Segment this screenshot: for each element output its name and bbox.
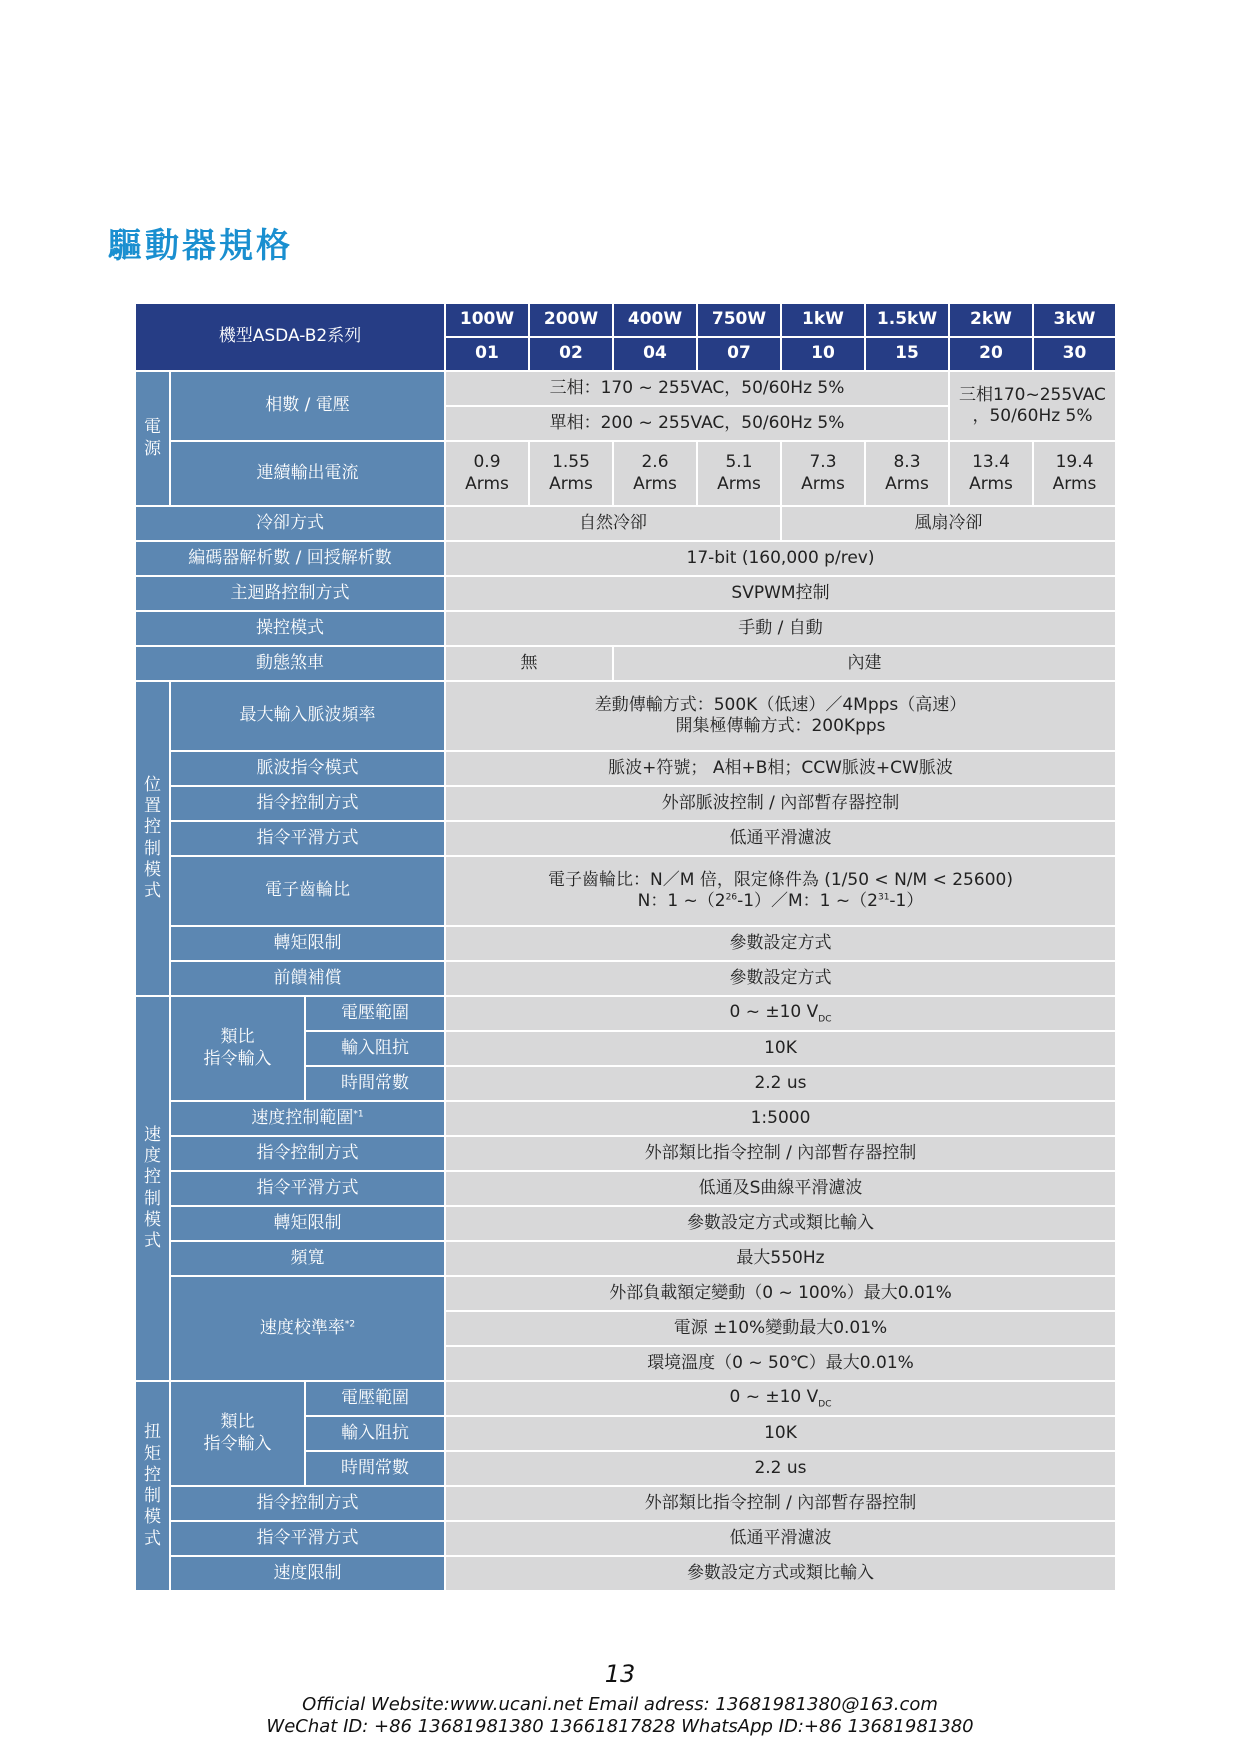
analog-label-line: 指令輸入 bbox=[203, 1433, 272, 1454]
code-header: 01 bbox=[445, 337, 529, 371]
category-power bbox=[135, 371, 170, 506]
voltage-subscript: DC bbox=[818, 1014, 832, 1025]
brake-label: 動態煞車 bbox=[135, 646, 445, 681]
gear-ratio-label: 電子齒輪比 bbox=[170, 856, 445, 926]
three-phase-large-line: 三相170~255VAC bbox=[959, 384, 1106, 405]
main-loop-label: 主迴路控制方式 bbox=[135, 576, 445, 611]
current-unit: Arms bbox=[717, 473, 761, 494]
current-unit: Arms bbox=[969, 473, 1013, 494]
footnote-mark: *2 bbox=[344, 1319, 356, 1330]
power-header: 1.5kW bbox=[865, 303, 949, 337]
speed-range-label bbox=[170, 1101, 445, 1136]
current-unit: Arms bbox=[633, 473, 677, 494]
power-header: 100W bbox=[445, 303, 529, 337]
voltage-text: 0 ~ ±10 V bbox=[729, 1001, 819, 1022]
current-value: 5.1 bbox=[725, 452, 753, 473]
pulse-mode-label: 脈波指令模式 bbox=[170, 751, 445, 786]
current-unit: Arms bbox=[1052, 473, 1097, 494]
current-unit: Arms bbox=[465, 473, 509, 494]
bandwidth-label: 頻寬 bbox=[170, 1241, 445, 1276]
feedforward-value: 參數設定方式 bbox=[445, 961, 1116, 996]
range-label-text: 速度控制範圍 bbox=[251, 1107, 354, 1128]
gear-ratio-line: 電子齒輪比：N／M 倍，限定條件為 (1/50 < N/M < 25600) bbox=[548, 869, 1013, 890]
current-value: 7.3 bbox=[809, 452, 837, 473]
page-title: 驅動器規格 bbox=[108, 226, 293, 266]
torque-voltage-label: 電壓範圍 bbox=[305, 1381, 445, 1416]
pos-cmd-ctrl-value: 外部脈波控制 / 內部暫存器控制 bbox=[445, 786, 1116, 821]
current-cell bbox=[613, 441, 697, 506]
accuracy-value: 環境溫度（0 ~ 50℃）最大0.01% bbox=[445, 1346, 1116, 1381]
power-header: 3kW bbox=[1033, 303, 1116, 337]
spec-table bbox=[134, 302, 1117, 1592]
output-current-label: 連續輸出電流 bbox=[170, 441, 445, 506]
cooling-natural: 自然冷卻 bbox=[445, 506, 781, 541]
speed-impedance-value: 10K bbox=[445, 1031, 1116, 1066]
pos-torque-limit-value: 參數設定方式 bbox=[445, 926, 1116, 961]
gear-text: -1）／M：1 ~（2 bbox=[737, 891, 878, 911]
power-header: 400W bbox=[613, 303, 697, 337]
current-value: 1.55 bbox=[552, 452, 590, 473]
bandwidth-value: 最大550Hz bbox=[445, 1241, 1116, 1276]
speed-time-const-label: 時間常數 bbox=[305, 1066, 445, 1101]
current-value: 13.4 bbox=[972, 452, 1010, 473]
torque-analog-label bbox=[170, 1381, 305, 1486]
category-label: 電源 bbox=[144, 417, 161, 459]
speed-cmd-ctrl-label: 指令控制方式 bbox=[170, 1136, 445, 1171]
gear-exponent: 31 bbox=[877, 892, 890, 903]
gear-exponent: 26 bbox=[725, 892, 738, 903]
current-cell bbox=[445, 441, 529, 506]
analog-label-line: 類比 bbox=[220, 1027, 255, 1048]
torque-time-const-value: 2.2 us bbox=[445, 1451, 1116, 1486]
current-cell bbox=[865, 441, 949, 506]
code-header: 04 bbox=[613, 337, 697, 371]
current-unit: Arms bbox=[885, 473, 929, 494]
brake-none: 無 bbox=[445, 646, 613, 681]
speed-cmd-smooth-value: 低通及S曲線平滑濾波 bbox=[445, 1171, 1116, 1206]
category-label: 位置控制模式 bbox=[144, 774, 161, 901]
power-header: 2kW bbox=[949, 303, 1033, 337]
single-phase-value: 單相：200 ~ 255VAC，50/60Hz 5% bbox=[445, 406, 949, 441]
three-phase-value: 三相：170 ~ 255VAC，50/60Hz 5% bbox=[445, 371, 949, 406]
power-header: 1kW bbox=[781, 303, 865, 337]
three-phase-large-line: ，50/60Hz 5% bbox=[972, 406, 1093, 426]
current-cell bbox=[949, 441, 1033, 506]
model-header: 機型ASDA-B2系列 bbox=[135, 303, 445, 371]
analog-label-line: 類比 bbox=[220, 1412, 255, 1433]
analog-label-line: 指令輸入 bbox=[203, 1048, 272, 1069]
category-position bbox=[135, 681, 170, 996]
voltage-text: 0 ~ ±10 V bbox=[729, 1386, 819, 1407]
max-freq-value bbox=[445, 681, 1116, 751]
speed-cmd-ctrl-value: 外部類比指令控制 / 內部暫存器控制 bbox=[445, 1136, 1116, 1171]
current-cell bbox=[1033, 441, 1116, 506]
cooling-label: 冷卻方式 bbox=[135, 506, 445, 541]
speed-torque-limit-value: 參數設定方式或類比輸入 bbox=[445, 1206, 1116, 1241]
accuracy-label-text: 速度校準率 bbox=[259, 1317, 345, 1338]
torque-impedance-value: 10K bbox=[445, 1416, 1116, 1451]
code-header: 20 bbox=[949, 337, 1033, 371]
pos-cmd-smooth-value: 低通平滑濾波 bbox=[445, 821, 1116, 856]
pulse-mode-value: 脈波+符號； A相+B相；CCW脈波+CW脈波 bbox=[445, 751, 1116, 786]
current-value: 8.3 bbox=[893, 452, 921, 473]
current-value: 0.9 bbox=[473, 452, 501, 473]
voltage-subscript: DC bbox=[818, 1399, 832, 1410]
torque-cmd-smooth-value: 低通平滑濾波 bbox=[445, 1521, 1116, 1556]
encoder-label: 編碼器解析數 / 回授解析數 bbox=[135, 541, 445, 576]
max-freq-label: 最大輸入脈波頻率 bbox=[170, 681, 445, 751]
max-freq-line: 差動傳輸方式：500K（低速）／4Mpps（高速） bbox=[594, 694, 967, 715]
speed-analog-label bbox=[170, 996, 305, 1101]
pos-cmd-ctrl-label: 指令控制方式 bbox=[170, 786, 445, 821]
speed-impedance-label: 輸入阻抗 bbox=[305, 1031, 445, 1066]
pos-torque-limit-label: 轉矩限制 bbox=[170, 926, 445, 961]
footer-contact-line: Official Website:www.ucani.net Email adress: 13681981380@163.com bbox=[302, 1694, 938, 1715]
phase-voltage-label: 相數 / 電壓 bbox=[170, 371, 445, 441]
torque-time-const-label: 時間常數 bbox=[305, 1451, 445, 1486]
operation-label: 操控模式 bbox=[135, 611, 445, 646]
code-header: 30 bbox=[1033, 337, 1116, 371]
encoder-value: 17-bit (160,000 p/rev) bbox=[445, 541, 1116, 576]
gear-text: -1） bbox=[889, 891, 924, 911]
power-header: 200W bbox=[529, 303, 613, 337]
category-torque bbox=[135, 1381, 170, 1591]
torque-impedance-label: 輸入阻抗 bbox=[305, 1416, 445, 1451]
torque-cmd-ctrl-value: 外部類比指令控制 / 內部暫存器控制 bbox=[445, 1486, 1116, 1521]
speed-limit-value: 參數設定方式或類比輸入 bbox=[445, 1556, 1116, 1591]
code-header: 10 bbox=[781, 337, 865, 371]
speed-range-value: 1:5000 bbox=[445, 1101, 1116, 1136]
current-cell bbox=[781, 441, 865, 506]
torque-cmd-ctrl-label: 指令控制方式 bbox=[170, 1486, 445, 1521]
speed-voltage-value bbox=[445, 996, 1116, 1031]
gear-ratio-value bbox=[445, 856, 1116, 926]
code-header: 15 bbox=[865, 337, 949, 371]
torque-cmd-smooth-label: 指令平滑方式 bbox=[170, 1521, 445, 1556]
category-speed bbox=[135, 996, 170, 1381]
footnote-mark: *1 bbox=[353, 1109, 364, 1120]
footer-contact-line: WeChat ID: +86 13681981380 13661817828 WhatsApp ID:+86 13681981380 bbox=[266, 1716, 974, 1737]
speed-torque-limit-label: 轉矩限制 bbox=[170, 1206, 445, 1241]
brake-builtin: 內建 bbox=[613, 646, 1116, 681]
three-phase-large-value bbox=[949, 371, 1116, 441]
current-value: 19.4 bbox=[1055, 452, 1094, 473]
power-header: 750W bbox=[697, 303, 781, 337]
current-value: 2.6 bbox=[641, 452, 669, 473]
operation-value: 手動 / 自動 bbox=[445, 611, 1116, 646]
max-freq-line: 開集極傳輸方式：200Kpps bbox=[675, 716, 886, 736]
pos-cmd-smooth-label: 指令平滑方式 bbox=[170, 821, 445, 856]
current-unit: Arms bbox=[549, 473, 593, 494]
current-cell bbox=[529, 441, 613, 506]
gear-ratio-line bbox=[450, 891, 1111, 912]
page-number: 13 bbox=[604, 1660, 636, 1688]
speed-cmd-smooth-label: 指令平滑方式 bbox=[170, 1171, 445, 1206]
current-cell bbox=[697, 441, 781, 506]
speed-limit-label: 速度限制 bbox=[170, 1556, 445, 1591]
accuracy-value: 電源 ±10%變動最大0.01% bbox=[445, 1311, 1116, 1346]
gear-text: N：1 ~（2 bbox=[637, 891, 726, 911]
current-unit: Arms bbox=[801, 473, 845, 494]
feedforward-label: 前饋補償 bbox=[170, 961, 445, 996]
code-header: 02 bbox=[529, 337, 613, 371]
torque-voltage-value bbox=[445, 1381, 1116, 1416]
code-header: 07 bbox=[697, 337, 781, 371]
cooling-fan: 風扇冷卻 bbox=[781, 506, 1116, 541]
speed-time-const-value: 2.2 us bbox=[445, 1066, 1116, 1101]
category-label: 扭矩控制模式 bbox=[144, 1422, 161, 1549]
speed-voltage-label: 電壓範圍 bbox=[305, 996, 445, 1031]
accuracy-value: 外部負載額定變動（0 ~ 100%）最大0.01% bbox=[445, 1276, 1116, 1311]
main-loop-value: SVPWM控制 bbox=[445, 576, 1116, 611]
category-label: 速度控制模式 bbox=[144, 1124, 161, 1251]
speed-accuracy-label bbox=[170, 1276, 445, 1381]
